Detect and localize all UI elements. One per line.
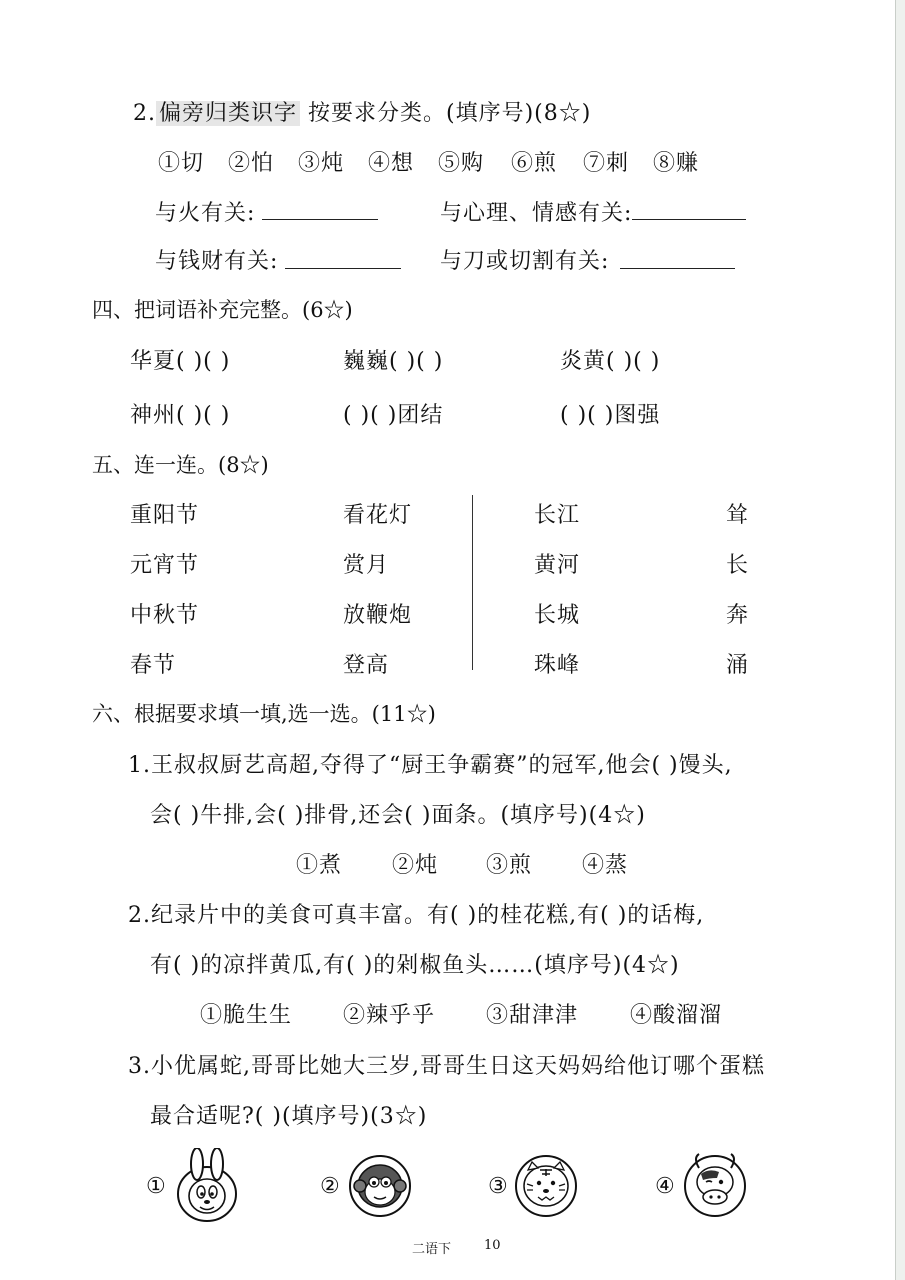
q2-char-5: ⑥煎	[511, 151, 558, 176]
s6-q3-line1: 3.小优属蛇,哥哥比她大三岁,哥哥生日这天妈妈给他订哪个蛋糕	[128, 1054, 765, 1079]
rabbit-icon[interactable]	[171, 1148, 243, 1224]
tiger-icon[interactable]	[510, 1148, 582, 1220]
q2-char-0: ①切	[158, 151, 205, 176]
s6-q1-line2: 会( )牛排,会( )排骨,还会( )面条。(填序号)(4☆)	[150, 803, 646, 828]
q3-num-3: ④	[655, 1174, 675, 1199]
q2-cat-fire-label: 与火有关:	[155, 201, 256, 226]
s6-q1-opt-3: ④蒸	[582, 853, 629, 878]
s4-word-1[interactable]: 华夏( )( )	[130, 349, 231, 374]
s4-word-6[interactable]: ( )( )图强	[560, 403, 661, 428]
s5-landmark-1[interactable]: 黄河	[534, 553, 581, 578]
s6-q1-opt-2: ③煎	[486, 853, 533, 878]
s6-q2-opt-2: ③甜津津	[486, 1003, 579, 1028]
s5-landmark-3[interactable]: 珠峰	[534, 653, 581, 678]
s5-verb-0[interactable]: 耸	[726, 503, 750, 528]
s4-word-2[interactable]: 巍巍( )( )	[343, 349, 444, 374]
q2-char-4: ⑤购	[438, 151, 485, 176]
s4-word-4[interactable]: 神州( )( )	[130, 403, 231, 428]
s6-q1-opt-0: ①煮	[296, 853, 343, 878]
q3-num-1: ②	[320, 1174, 340, 1199]
s6-q2-opt-0: ①脆生生	[200, 1003, 293, 1028]
cow-icon[interactable]	[679, 1148, 751, 1220]
s6-q2-line2: 有( )的凉拌黄瓜,有( )的剁椒鱼头……(填序号)(4☆)	[150, 953, 680, 978]
s6-title: 六、根据要求填一填,选一选。(11☆)	[92, 702, 436, 726]
s6-q2-opt-1: ②辣乎乎	[343, 1003, 436, 1028]
q2-char-1: ②怕	[228, 151, 275, 176]
s5-divider	[472, 495, 473, 670]
q2-title: 按要求分类。(填序号)(8☆)	[308, 101, 592, 126]
s5-custom-0[interactable]: 看花灯	[343, 503, 413, 528]
q2-cat-money-blank[interactable]	[285, 268, 401, 269]
q3-num-2: ③	[488, 1174, 508, 1199]
s5-landmark-0[interactable]: 长江	[534, 503, 581, 528]
s5-landmark-2[interactable]: 长城	[534, 603, 581, 628]
q2-char-7: ⑧赚	[653, 151, 700, 176]
s5-festival-3[interactable]: 春节	[130, 653, 177, 678]
s6-q1-opt-1: ②炖	[392, 853, 439, 878]
s5-title: 五、连一连。(8☆)	[92, 453, 269, 477]
q2-number: 2.	[133, 101, 156, 126]
q2-char-3: ④想	[368, 151, 415, 176]
monkey-icon[interactable]	[344, 1148, 416, 1220]
s4-title: 四、把词语补充完整。(6☆)	[92, 298, 353, 322]
s5-festival-2[interactable]: 中秋节	[130, 603, 200, 628]
s4-word-3[interactable]: 炎黄( )( )	[560, 349, 661, 374]
s5-verb-3[interactable]: 涌	[726, 653, 750, 678]
s5-custom-2[interactable]: 放鞭炮	[343, 603, 413, 628]
q2-cat-knife-label: 与刀或切割有关:	[440, 249, 610, 274]
s5-festival-1[interactable]: 元宵节	[130, 553, 200, 578]
s4-word-5[interactable]: ( )( )团结	[343, 403, 444, 428]
s5-festival-0[interactable]: 重阳节	[130, 503, 200, 528]
s6-q3-line2: 最合适呢?( )(填序号)(3☆)	[150, 1104, 428, 1129]
q2-highlight: 偏旁归类识字	[156, 101, 300, 126]
q2-cat-fire-blank[interactable]	[262, 219, 378, 220]
q2-header	[133, 96, 591, 127]
q2-cat-money-label: 与钱财有关:	[155, 249, 279, 274]
s6-q2-opt-3: ④酸溜溜	[630, 1003, 723, 1028]
page-edge	[895, 0, 905, 1280]
q2-cat-mind-blank[interactable]	[632, 219, 746, 220]
footer-label: 二语下	[412, 1242, 452, 1257]
q2-cat-mind-label: 与心理、情感有关:	[440, 201, 633, 226]
s6-q1-line1: 1.王叔叔厨艺高超,夺得了“厨王争霸赛”的冠军,他会( )馒头,	[128, 753, 733, 778]
page-number: 10	[484, 1238, 501, 1253]
q3-num-0: ①	[146, 1174, 166, 1199]
s5-custom-1[interactable]: 赏月	[343, 553, 390, 578]
s5-custom-3[interactable]: 登高	[343, 653, 390, 678]
q2-cat-knife-blank[interactable]	[620, 268, 735, 269]
q2-char-2: ③炖	[298, 151, 345, 176]
s5-verb-2[interactable]: 奔	[726, 603, 750, 628]
s5-verb-1[interactable]: 长	[726, 553, 750, 578]
q2-char-6: ⑦刺	[583, 151, 630, 176]
s6-q2-line1: 2.纪录片中的美食可真丰富。有( )的桂花糕,有( )的话梅,	[128, 903, 705, 928]
